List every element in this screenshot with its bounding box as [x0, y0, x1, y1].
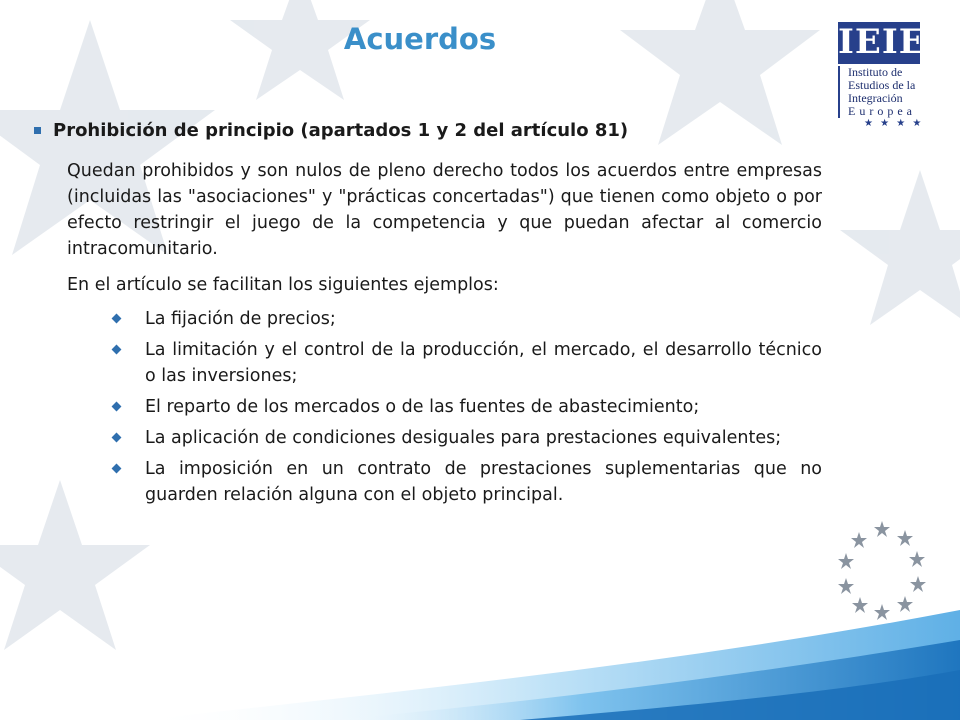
- list-item: [107, 456, 822, 508]
- list-item-text: La limitación y el control de la producción, el mercado, el desarrollo técnico o las inversiones;: [145, 340, 822, 386]
- list-item-text: La imposición en un contrato de prestaciones suplementarias que no guarden relación alguna con el objeto principal.: [145, 459, 822, 505]
- diamond-bullet-icon: [112, 314, 122, 324]
- list-item: [107, 306, 822, 332]
- prohibition-paragraph: Quedan prohibidos y son nulos de pleno derecho todos los acuerdos entre empresas (incluidas las "asociaciones" y "prácticas concertadas") que tienen como objeto o por efecto restringir el juego de la competencia y que puedan afectar al comercio intracomunitario.: [67, 161, 822, 259]
- diamond-bullet-icon: [112, 402, 122, 412]
- list-item-text: La fijación de precios;: [145, 309, 336, 329]
- square-bullet-icon: [34, 127, 41, 134]
- logo-line: Integración: [848, 91, 903, 105]
- logo-line: Europea: [848, 104, 916, 118]
- ieie-logo: [838, 22, 924, 129]
- list-item-text: La aplicación de condiciones desiguales para prestaciones equivalentes;: [145, 428, 782, 448]
- section-heading-text: Prohibición de principio (apartados 1 y 2 del artículo 81): [53, 120, 629, 141]
- diamond-bullet-icon: [112, 464, 122, 474]
- logo-acronym: IEIE: [838, 22, 926, 62]
- logo-stars: ★ ★ ★ ★: [864, 118, 924, 129]
- section-heading: [30, 120, 822, 141]
- logo-line: Instituto de: [848, 65, 903, 79]
- examples-intro: En el artículo se facilitan los siguientes ejemplos:: [67, 275, 499, 295]
- examples-list: [107, 306, 822, 508]
- list-item: [107, 394, 822, 420]
- logo-text: [838, 66, 924, 118]
- eu-star-circle: [838, 521, 926, 620]
- list-item: [107, 337, 822, 389]
- diamond-bullet-icon: [112, 433, 122, 443]
- slide-content: [30, 120, 822, 513]
- diamond-bullet-icon: [112, 345, 122, 355]
- list-item: [107, 425, 822, 451]
- slide-title: Acuerdos: [343, 22, 497, 56]
- list-item-text: El reparto de los mercados o de las fuentes de abastecimiento;: [145, 397, 700, 417]
- logo-line: Estudios de la: [848, 78, 916, 92]
